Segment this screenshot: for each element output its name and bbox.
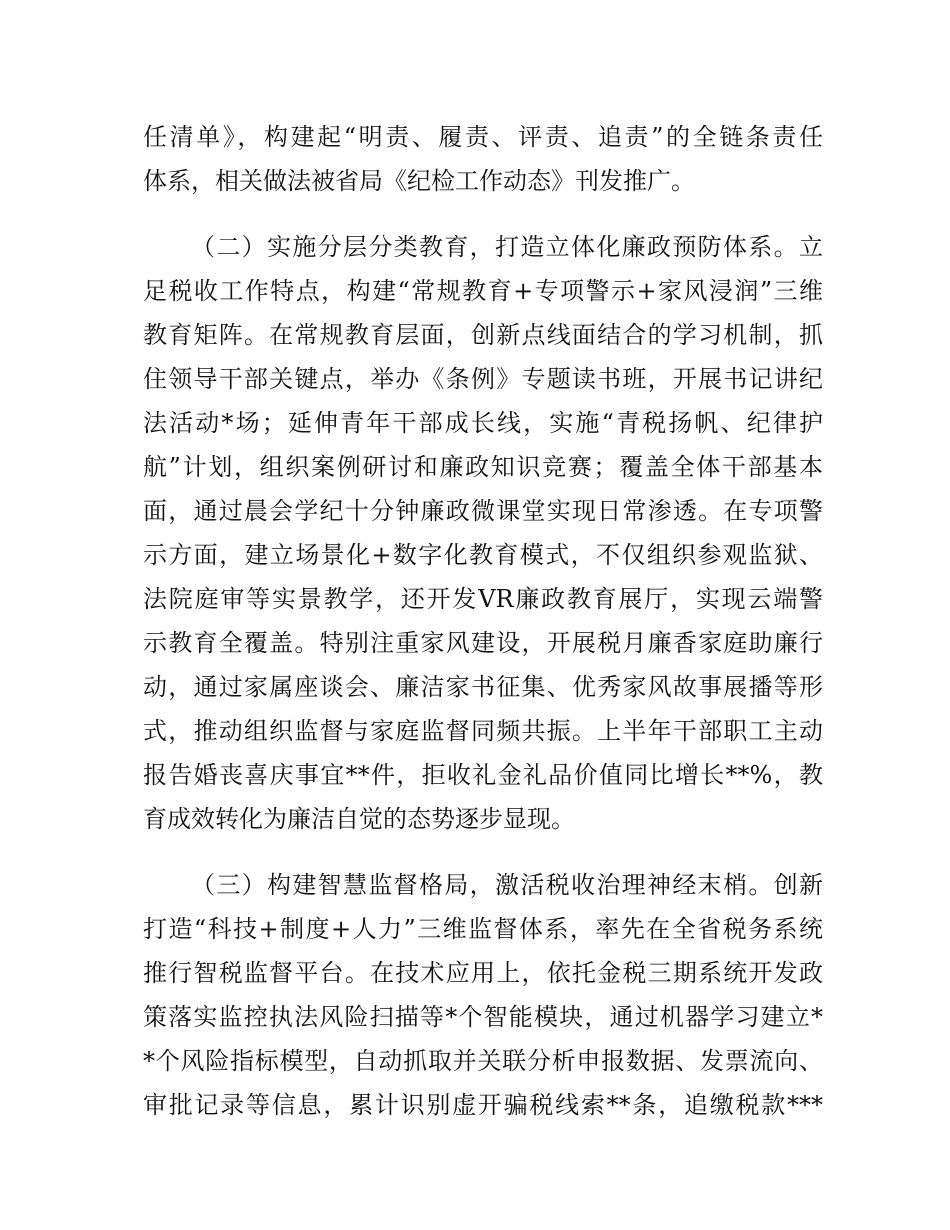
text-line: 任清单》，构建起“明责、履责、评责、追责”的全链条责任 [143,123,823,151]
text-line: 式，推动组织监督与家庭监督同频共振。上半年干部职工主动 [143,717,823,745]
text-line: 审批记录等信息，累计识别虚开骗税线索**条，追缴税款*** [143,1091,823,1119]
text-line: 策落实监控执法风险扫描等*个智能模块，通过机器学习建立* [143,1003,823,1031]
text-line: 住领导干部关键点，举办《条例》专题读书班，开展书记讲纪 [143,365,823,393]
text-line: *个风险指标模型，自动抓取并关联分析申报数据、发票流向、 [143,1047,823,1075]
text-line: 示方面，建立场景化+数字化教育模式，不仅组织参观监狱、 [143,541,823,569]
text-line: 动，通过家属座谈会、廉洁家书征集、优秀家风故事展播等形 [143,673,823,701]
paragraph-heading-line: （二）实施分层分类教育，打造立体化廉政预防体系。立 [191,233,823,261]
paragraph-heading-line: （三）构建智慧监督格局，激活税收治理神经末梢。创新 [191,871,823,899]
text-line: 报告婚丧喜庆事宜**件，拒收礼金礼品价值同比增长**%，教 [143,761,823,789]
text-line: 法活动*场；延伸青年干部成长线，实施“青税扬帆、纪律护 [143,409,823,437]
text-line: 推行智税监督平台。在技术应用上，依托金税三期系统开发政 [143,959,823,987]
text-line: 体系，相关做法被省局《纪检工作动态》刊发推广。 [143,167,695,195]
text-line: 航”计划，组织案例研讨和廉政知识竞赛；覆盖全体干部基本 [143,453,823,481]
text-line: 足税收工作特点，构建“常规教育+专项警示+家风浸润”三维 [143,277,823,305]
text-line: 打造“科技+制度+人力”三维监督体系，率先在全省税务系统 [143,915,823,943]
text-line: 教育矩阵。在常规教育层面，创新点线面结合的学习机制，抓 [143,321,823,349]
text-line: 育成效转化为廉洁自觉的态势逐步显现。 [143,805,575,833]
text-line: 面，通过晨会学纪十分钟廉政微课堂实现日常渗透。在专项警 [143,497,823,525]
text-line: 示教育全覆盖。特别注重家风建设，开展税月廉香家庭助廉行 [143,629,823,657]
text-line: 法院庭审等实景教学，还开发VR廉政教育展厅，实现云端警 [143,585,823,613]
